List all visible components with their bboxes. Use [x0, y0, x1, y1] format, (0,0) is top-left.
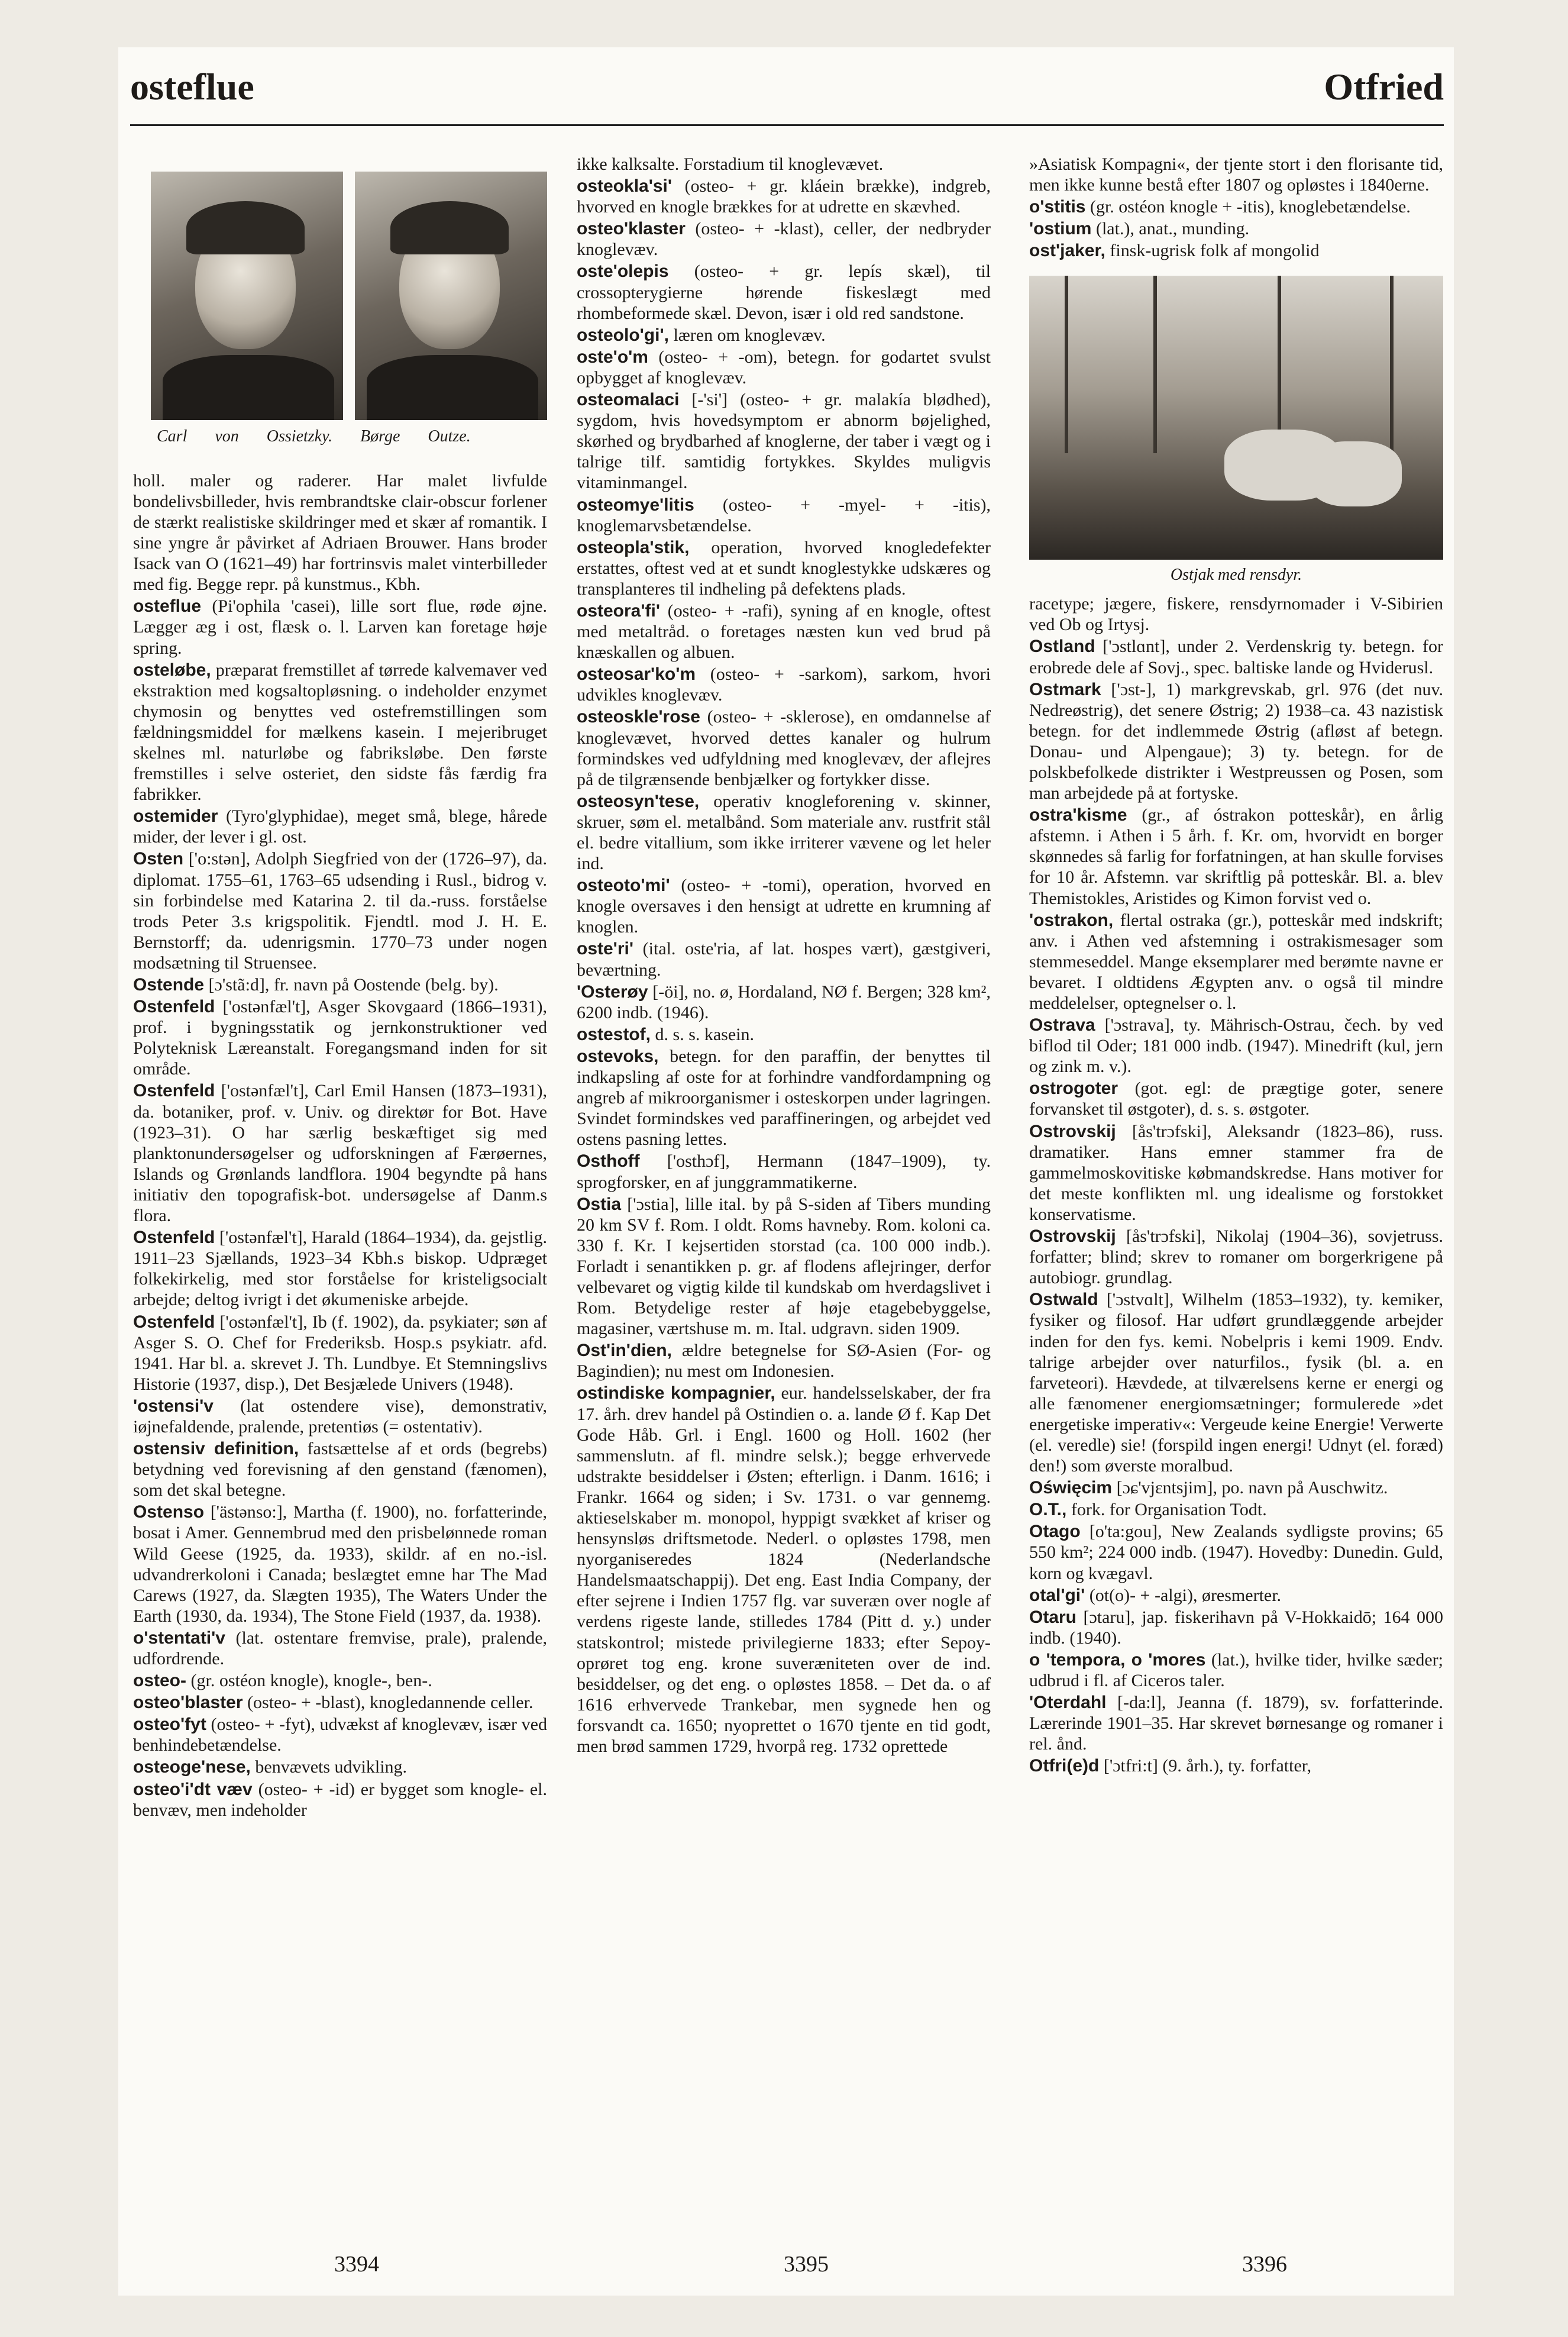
entry-headword: 'Oterdahl	[1029, 1693, 1107, 1713]
entry-text: ['ostənfæl't], Carl Emil Hansen (1873–1931), da. botaniker, prof. v. Univ. og direktør for Bot. Have (1923–31). O har særlig beskæftiget sig med planktonundersøgelser og udforskningen af Færøernes, Islands og Grønlands landflora. 1904 begyndte på hans initiativ den topografisk-bot. undersøgelse af Danm.s flora.	[133, 1081, 548, 1226]
dictionary-entry	[1029, 1477, 1443, 1498]
page-number-right: 3396	[1242, 2252, 1287, 2277]
dictionary-entry	[133, 848, 547, 973]
entry-text: ['ostənfæl't], Asger Skovgaard (1866–1931), prof. i bygningsstatik og jernkonstruktioner ved Polyteknisk Læreanstalt. Foregangsmand inden for sit område.	[133, 997, 548, 1079]
entry-text: ['ɔst-], 1) markgrevskab, grl. 976 (det nuv. Nedreøstrig), det senere Østrig; 2) 1938–ca. 43 nazistisk betegn. for det indlemmede Østrig (afløst af betegn. Donau- und Alpengaue); 3) ty. betegn. for de polskbefolkede distrikter i Westpreussen og Posen, som man arbejdede på at fortyske.	[1029, 679, 1444, 803]
entry-headword: Ostenfeld	[133, 1081, 215, 1101]
entry-text: (gr. ostéon knogle), knogle-, ben-.	[190, 1671, 432, 1691]
dictionary-entry	[1029, 679, 1443, 804]
entry-headword: osteløbe,	[133, 660, 211, 680]
entry-text: ['ɔstlɑnt], under 2. Verdenskrig ty. betegn. for erobrede dele af Sovj., spec. baltiske lande og Hviderusl.	[1029, 637, 1443, 677]
dictionary-entry	[1029, 154, 1443, 195]
entry-text: (gr. ostéon knogle + -itis), knoglebetændelse.	[1089, 197, 1411, 217]
entry-text: fork. for Organisation Todt.	[1071, 1500, 1267, 1520]
entry-text: ['ostənfæl't], Harald (1864–1934), da. gejstlig. 1911–23 Sjællands, 1923–34 Kbh.s biskop. Udpræget folkekirkelig, med stor forståelse for kristeligsocialt arbejde; deltog ivrigt i det økumeniske arbejde.	[133, 1228, 547, 1310]
dictionary-entry	[133, 1080, 547, 1226]
entry-headword: oste'ri'	[577, 939, 633, 959]
entry-headword: 'Osterøy	[577, 982, 648, 1002]
entry-headword: ostindiske kompagnier,	[577, 1383, 775, 1403]
entry-headword: 'ostium	[1029, 219, 1092, 239]
entry-text: (osteo- + gr. kláein brække), indgreb, hvorved en knogle brækkes for at udrette en skævhed.	[577, 176, 991, 217]
entry-text: [-'si'] (osteo- + gr. malakía blødhed), sygdom, hvis hovedsymptom er abnorm bøjelighed, skørhed og brydbarhed af knoglerne, der taber i vægt og i talrige tilf. samtidig fortykkes. Skyldes muligvis vitaminmangel.	[577, 390, 991, 493]
dictionary-entry	[1029, 1226, 1443, 1288]
entry-headword: ostemider	[133, 806, 218, 827]
entry-text: (Tyro'glyphidae), meget små, blege, hårede mider, der lever i gl. ost.	[133, 806, 548, 847]
caption-outze: Børge Outze.	[360, 427, 471, 446]
dictionary-entry	[577, 261, 991, 323]
entry-headword: Ostwald	[1029, 1290, 1098, 1310]
entry-headword: osteo-	[133, 1671, 186, 1691]
dictionary-entry	[1029, 1650, 1443, 1691]
entry-headword: oste'olepis	[577, 262, 669, 282]
entry-text: (lat. ostentare fremvise, prale), pralende, udfordrende.	[133, 1628, 548, 1668]
entry-headword: Ostende	[133, 975, 205, 995]
column-2-entries	[577, 154, 991, 1757]
entry-headword: o'stitis	[1029, 197, 1086, 217]
column-3-entries-top	[1029, 154, 1443, 261]
column-2	[577, 154, 991, 1758]
entry-text: betegn. for den paraffin, der benyttes til indkapsling af oste for at forhindre vandfordampning og angreb af mikroorganismer i osteskorpen under lagringen. Svindet formindskes ved paraffineringen, og arbejdet ved ostens pasning lettes.	[577, 1046, 991, 1150]
entry-text: (osteo- + -blast), knogledannende celler.	[247, 1693, 534, 1713]
header-rule	[130, 124, 1444, 126]
entry-headword: Otago	[1029, 1522, 1081, 1542]
entry-headword: Ostenfeld	[133, 1312, 215, 1332]
entry-headword: o 'tempora, o 'mores	[1029, 1650, 1206, 1670]
entry-headword: Ostenso	[133, 1502, 205, 1522]
entry-text: (Pi'ophila 'casei), lille sort flue, røde øjne. Lægger æg i ost, flæsk o. l. Larven kan foretage høje spring.	[133, 596, 547, 658]
dictionary-entry	[1029, 1585, 1443, 1606]
entry-headword: osteosar'ko'm	[577, 664, 696, 685]
dictionary-entry	[133, 1628, 547, 1669]
entry-headword: osteo'blaster	[133, 1693, 243, 1713]
entry-text: læren om knoglevæv.	[673, 325, 826, 345]
dictionary-entry	[133, 1438, 547, 1500]
entry-headword: osteomalaci	[577, 390, 680, 410]
entry-text: [ås'trɔfski], Nikolaj (1904–36), sovjetruss. forfatter; blind; skrev to romaner om borgerkrigene på autobiogr. grundlag.	[1029, 1226, 1444, 1288]
dictionary-entry	[1029, 1521, 1443, 1583]
entry-text: [o'ta:gou], New Zealands sydligste provins; 65 550 km²; 224 000 indb. (1947). Hovedby: Dunedin. Guld, korn og kvægavl.	[1029, 1522, 1443, 1583]
column-1	[133, 154, 547, 1822]
portrait-captions	[157, 427, 547, 447]
entry-text: (osteo- + -myel- + -itis), knoglemarvsbetændelse.	[577, 495, 991, 535]
dictionary-entry	[133, 806, 547, 847]
entry-headword: osteolo'gi',	[577, 325, 669, 345]
entry-text: (osteo- + -fyt), udvækst af knoglevæv, især ved benhindebetændelse.	[133, 1715, 547, 1755]
entry-headword: o'stentati'v	[133, 1628, 225, 1648]
dictionary-entry	[1029, 1289, 1443, 1476]
entry-headword: ostestof,	[577, 1024, 651, 1044]
entry-headword: osteomye'litis	[577, 495, 694, 515]
dictionary-entry	[577, 154, 991, 175]
entry-text: (lat ostendere vise), demonstrativ, iøjnefaldende, pralende, pretentiøs (= ostentativ).	[133, 1396, 547, 1437]
entry-text: operativ knogleforening v. skinner, skruer, søm el. metalbånd. Som materiale anv. rustfrit stål el. bedre vitallium, som ikke irriterer vævene og let heler ind.	[577, 791, 991, 874]
dictionary-entry	[133, 660, 547, 805]
dictionary-entry	[577, 664, 991, 705]
entry-headword: Ostland	[1029, 637, 1095, 657]
entry-headword: Otaru	[1029, 1607, 1077, 1627]
entry-text: [ɔ'stã:d], fr. navn på Oostende (belg. by).	[208, 975, 499, 995]
entry-headword: ostrogoter	[1029, 1079, 1118, 1099]
entry-text: (osteo- + -om), betegn. for godartet svulst opbygget af knoglevæv.	[577, 347, 991, 388]
column-3	[1029, 154, 1443, 1777]
entry-text: operation, hvorved knogledefekter erstattes, oftest ved at et sundt knoglestykke udskæres og transplanteres til indheling på defektens plads.	[577, 537, 991, 599]
entry-text: (lat.), anat., munding.	[1095, 219, 1250, 239]
dictionary-entry	[133, 1227, 547, 1310]
entry-text: (osteo- + -id) er bygget som knogle- el. benvæv, men indeholder	[133, 1779, 548, 1820]
entry-text: ['osthɔf], Hermann (1847–1909), ty. sprogforsker, en af junggrammatikerne.	[577, 1151, 991, 1192]
entry-text: [ɔtaru], jap. fiskerihavn på V-Hokkaidō; 164 000 indb. (1940).	[1029, 1607, 1444, 1648]
portrait-photos	[151, 172, 547, 420]
entry-text: ['ɔtfri:t] (9. årh.), ty. forfatter,	[1103, 1756, 1312, 1776]
entry-text: ældre betegnelse for SØ-Asien (For- og Bagindien); nu mest om Indonesien.	[577, 1341, 991, 1381]
entry-headword: ost'jaker,	[1029, 241, 1105, 261]
dictionary-entry	[133, 1312, 547, 1395]
dictionary-entry	[577, 791, 991, 874]
entry-text: ['ɔstvɑlt], Wilhelm (1853–1932), ty. kemiker, fysiker og filosof. Har udført grundlæggende arbejder inden for den fys. kemi. Nobelpris i kemi 1909. Endv. talrige arbejder over naturfilos., fysik (bl. a. en farveteori). Hævdede, at tilværelsens kerne er energi og alle fænomener energiomsætninger; formulerede »det energetiske imperativ«: Vergeude keine Energie! Verwerte (el. veredle) sie! (forspild ingen energi! Udnyt (el. foræd) den!) som øverste moralbud.	[1029, 1290, 1443, 1476]
running-head-left: osteflue	[130, 66, 254, 108]
dictionary-entry	[577, 706, 991, 789]
entry-headword: O.T.,	[1029, 1500, 1067, 1520]
entry-text: eur. handelsselskaber, der fra 17. årh. drev handel på Ostindien o. a. lande Ø f. Kap Det Gode Håb. Grl. i Engl. 1600 og Holl. 1602 (her sammenslutn. af fl. mindre selsk.); begge erhvervede udstrakte besiddelser i Østen; efterlign. i Danm. 1616; i Frankr. 1664 og siden; i Sv. 1731. o var gennemg. aktieselskaber m. monopol, hyppigt svækket af kriser og hensynsløs driftsmetode. Nederl. o opløstes 1798, men nyorganiseredes 1824 (Nederlandsche Handelsmaatschappij). Det eng. East India Company, der efter sejrene i Indien 1757 flg. var suveræn over nogle af verdens rigeste lande, stilledes 1784 (Pitt d. y.) under statskontrol; mistede privilegierne 1833; efter Sepoy-oprøret tog eng. krone suveræniteten over de ind. besiddelser, og det eng. o opløstes 1858. – Det da. o af 1616 erhvervede Trankebar, men sygnede hen og forsvandt ca. 1650; nyoprettet o 1670 tjente en tid godt, men brød sammen 1729, hvorpå reg. 1732 oprettede	[577, 1383, 991, 1757]
entry-text: »Asiatisk Kompagni«, der tjente stort i den florisante tid, men ikke kunne bestå efter 1807 og opløstes i 1840erne.	[1029, 154, 1443, 195]
dictionary-entry	[577, 218, 991, 260]
entry-headword: Osten	[133, 849, 184, 869]
entry-headword: ostensiv definition,	[133, 1439, 299, 1459]
dictionary-entry	[1029, 196, 1443, 217]
entry-headword: osteo'i'dt væv	[133, 1779, 253, 1799]
dictionary-entry	[133, 974, 547, 995]
entry-text: (gr., af óstrakon potteskår), en årlig afstemn. i Athen i 5 årh. f. Kr. om, hvorvidt en borger skønnedes så farlig for forfatningen, at han skulle forvises for 10 år. Afstemn. var skriftlig på potteskår. Bl. a. blev Themistokles, Aristides og Kimon forvist ved o.	[1029, 805, 1443, 908]
entry-text: ['ästənso:], Martha (f. 1900), no. forfatterinde, bosat i Amer. Gennembrud med den prisbelønnede roman Wild Geese (1925, da. 1933), skildr. af en no.-isl. udvandrerkoloni i Canada; beslægtet emne har The Mad Carews (1927, da. Slægten 1935), The Waters Under the Earth (1930, da. 1934), The Stone Field (1937, da. 1938).	[133, 1502, 547, 1626]
entry-headword: Ostenfeld	[133, 997, 215, 1017]
dictionary-entry	[133, 1779, 547, 1820]
entry-text: fastsættelse af et ords (begrebs) betydning ved forevisning af den genstand (fænomen), som det skal betegne.	[133, 1439, 548, 1500]
dictionary-entry	[1029, 1015, 1443, 1077]
portrait-photo-outze	[355, 172, 547, 420]
dictionary-entry	[1029, 593, 1443, 635]
entry-headword: Oświęcim	[1029, 1478, 1113, 1498]
dictionary-entry	[133, 1670, 547, 1691]
entry-headword: Ostia	[577, 1194, 622, 1214]
dictionary-entry	[133, 596, 547, 658]
column-1-entries	[133, 470, 547, 1820]
entry-headword: ostevoks,	[577, 1046, 659, 1066]
entry-headword: oste'o'm	[577, 347, 648, 367]
entry-text: (lat.), hvilke tider, hvilke sæder; udbrud i fl. af Ciceros taler.	[1029, 1650, 1444, 1690]
dictionary-entry	[133, 1757, 547, 1777]
caption-ossietzky: Carl von Ossietzky.	[157, 427, 332, 446]
dictionary-entry	[577, 875, 991, 937]
dictionary-entry	[133, 1714, 547, 1755]
entry-text: finsk-ugrisk folk af mongolid	[1110, 241, 1320, 261]
dictionary-entry	[1029, 1121, 1443, 1225]
entry-text: ['o:stən], Adolph Siegfried von der (1726–97), da. diplomat. 1755–61, 1763–65 udsending i Rusl., bidrog v. sin forbindelse med Katarina 2. til da.-russ. forståelse trods Peter 3.s krigspolitik. Fjendtl. mod J. H. E. Bernstorff; da. udenrigsmin. 1770–73 under nogen modsætning til Struensee.	[133, 849, 548, 973]
dictionary-entry	[577, 938, 991, 980]
entry-text: d. s. s. kasein.	[655, 1024, 755, 1044]
entry-headword: osteo'fyt	[133, 1715, 206, 1735]
dictionary-entry	[133, 1502, 547, 1626]
dictionary-entry	[577, 1151, 991, 1192]
dictionary-entry	[577, 537, 991, 599]
dictionary-entry	[1029, 1607, 1443, 1648]
entry-headword: Ostrovskij	[1029, 1121, 1116, 1141]
entry-headword: ostra'kisme	[1029, 805, 1127, 825]
running-head-right: Otfried	[1324, 66, 1444, 108]
dictionary-entry	[133, 1692, 547, 1713]
entry-text: holl. maler og raderer. Har malet livfulde bondelivsbilleder, hvis rembrandtske clair-obscur forlener de stærkt realistiske skildringer med et skær af romantik. I sine yngre år påvirket af Adriaen Brouwer. Hans broder Isack van O (1621–49) har fortrinsvis malet vinterbilleder med fig. Begge repr. på kunstmus., Kbh.	[133, 470, 547, 595]
dictionary-entry	[1029, 910, 1443, 1013]
dictionary-entry	[577, 1340, 991, 1381]
dictionary-entry	[577, 982, 991, 1023]
entry-headword: osteflue	[133, 596, 202, 616]
entry-text: [ås'trɔfski], Aleksandr (1823–86), russ. dramatiker. Hans emner stammer fra de gammelmoskovitiske købmandskredse. Hans motiver for det meste konflikten ml. ung idealisme og forstokket konservatisme.	[1029, 1121, 1444, 1224]
caption-ostjak: Ostjak med rensdyr.	[1170, 566, 1302, 585]
entry-text: ikke kalksalte. Forstadium til knoglevævet.	[577, 154, 884, 174]
entry-headword: Ostrovskij	[1029, 1226, 1116, 1247]
dictionary-entry	[1029, 1499, 1443, 1520]
entry-headword: Ostmark	[1029, 679, 1101, 699]
entry-text: (osteo- + -rafi), syning af en knogle, oftest med metaltråd. o foretages næsten kun ved brud på knæskallen og albuen.	[577, 601, 991, 663]
dictionary-entry	[1029, 240, 1443, 261]
entry-headword: Ost'in'dien,	[577, 1341, 672, 1361]
dictionary-entry	[1029, 636, 1443, 677]
entry-text: (ot(o)- + -algi), øresmerter.	[1089, 1585, 1282, 1605]
entry-headword: Otfri(e)d	[1029, 1756, 1100, 1776]
entry-text: ['ostənfæl't], Ib (f. 1902), da. psykiater; søn af Asger S. O. Chef for Frederiksb. Hosp.s psykiatr. afd. 1941. Har bl. a. skrevet J. Th. Lundbye. Et Stemningslivs Historie (1937, disp.), Det Besjælede Univers (1948).	[133, 1312, 548, 1394]
portrait-photo-ossietzky	[151, 172, 343, 420]
entry-text: præparat fremstillet af tørrede kalvemaver ved ekstraktion med kogsaltopløsning. o indeholder enzymet chymosin og benyttes ved ostefremstillingen som fældningsmiddel for mælkens kasein. I mejeribruget skelnes ml. naturløbe og fabriksløbe. Den første fremstilles i selve osteriet, den sidste fås færdig fra fabrikker.	[133, 660, 547, 805]
dictionary-entry	[577, 325, 991, 346]
entry-text: (osteo- + -tomi), operation, hvorved en knogle oversaves i den hensigt at udrette en krumning af knoglen.	[577, 876, 991, 937]
dictionary-entry	[1029, 805, 1443, 908]
dictionary-entry	[577, 1383, 991, 1757]
dictionary-entry	[1029, 1692, 1443, 1754]
column-3-entries-bottom	[1029, 593, 1443, 1776]
entry-headword: osteoge'nese,	[133, 1757, 251, 1777]
entry-text: ['ɔstia], lille ital. by på S-siden af Tibers munding 20 km SV f. Rom. I oldt. Roms havneby. Rom. koloni ca. 330 f. Kr. I kejsertiden storstad (ca. 100 000 indb.). Forladt i senantikken p. gr. af flodens aflejringer, derfor velbevaret og vigtig kilde til kundskab om hverdagslivet i Rom. Betydelige rester af høje etagebebyggelse, magasiner, værtshuse m. m. Ital. udgravn. siden 1909.	[577, 1194, 991, 1339]
photo-ostjak-reindeer	[1029, 276, 1443, 560]
dictionary-entry	[577, 601, 991, 663]
entry-headword: osteora'fi'	[577, 601, 660, 621]
page-number-middle: 3395	[784, 2252, 829, 2277]
entry-headword: osteoskle'rose	[577, 707, 700, 727]
entry-text: (osteo- + gr. lepís skæl), til crossopterygierne hørende fiskeslægt med rhombeformede skæl. Devon, især i old red sandstone.	[577, 262, 991, 323]
dictionary-entry	[577, 1194, 991, 1339]
entry-headword: 'ostensi'v	[133, 1396, 214, 1416]
dictionary-entry	[577, 1046, 991, 1150]
dictionary-entry	[577, 1024, 991, 1045]
entry-text: [-da:l], Jeanna (f. 1879), sv. forfatterinde. Lærerinde 1901–35. Har skrevet børnesange og romaner i rel. ånd.	[1029, 1693, 1443, 1754]
entry-text: [ɔɕ'vjɛntsjim], po. navn på Auschwitz.	[1116, 1478, 1388, 1498]
entry-headword: osteosyn'tese,	[577, 791, 700, 811]
entry-headword: 'ostrakon,	[1029, 910, 1114, 930]
entry-text: (ital. oste'ria, af lat. hospes vært), gæstgiveri, beværtning.	[577, 939, 991, 980]
entry-headword: Osthoff	[577, 1151, 640, 1171]
dictionary-entry	[1029, 1078, 1443, 1119]
entry-headword: osteokla'si'	[577, 176, 673, 196]
entry-text: (osteo- + -klast), celler, der nedbryder knoglevæv.	[577, 219, 991, 260]
entry-headword: Ostrava	[1029, 1015, 1095, 1035]
entry-text: [-öi], no. ø, Hordaland, NØ f. Bergen; 328 km², 6200 indb. (1946).	[577, 982, 991, 1022]
entry-text: ['ɔstrava], ty. Mährisch-Ostrau, čech. by ved biflod til Oder; 181 000 indb. (1947). Minedrift (kul, jern og zink m. v.).	[1029, 1015, 1444, 1077]
dictionary-entry	[133, 470, 547, 595]
entry-headword: osteoto'mi'	[577, 876, 670, 896]
entry-text: racetype; jægere, fiskere, rensdyrnomader i V-Sibirien ved Ob og Irtysj.	[1029, 594, 1443, 635]
entry-text: flertal ostraka (gr.), potteskår med indskrift; anv. i Athen ved afstemning i ostrakismesager som stemmeseddel. Mange eksemplarer med berømte navne er bevaret. I oldtidens Ægypten anv. o også til mindre meddelelser, optegnelser o. l.	[1029, 910, 1443, 1013]
entry-headword: osteo'klaster	[577, 219, 686, 239]
dictionary-entry	[133, 996, 547, 1079]
entry-text: (got. egl: de prægtige goter, senere forvansket til østgoter), d. s. s. østgoter.	[1029, 1079, 1443, 1119]
dictionary-entry	[133, 1396, 547, 1437]
dictionary-entry	[577, 176, 991, 217]
dictionary-entry	[1029, 1755, 1443, 1776]
dictionary-entry	[577, 495, 991, 536]
entry-text: (osteo- + -sklerose), en omdannelse af knoglevævet, hvorved dettes kanaler og hulrum formindskes ved udfyldning med knoglevæv, der aflejres på de tilgrænsende benbjælker og fortykker disse.	[577, 707, 991, 789]
entry-headword: osteopla'stik,	[577, 537, 690, 557]
entry-text: (osteo- + -sarkom), sarkom, hvori udvikles knoglevæv.	[577, 664, 991, 705]
page-number-left: 3394	[334, 2252, 379, 2277]
dictionary-entry	[577, 389, 991, 493]
entry-text: benvævets udvikling.	[255, 1757, 408, 1777]
dictionary-entry	[1029, 218, 1443, 239]
entry-headword: otal'gi'	[1029, 1585, 1085, 1605]
dictionary-entry	[577, 347, 991, 388]
entry-headword: Ostenfeld	[133, 1228, 215, 1248]
